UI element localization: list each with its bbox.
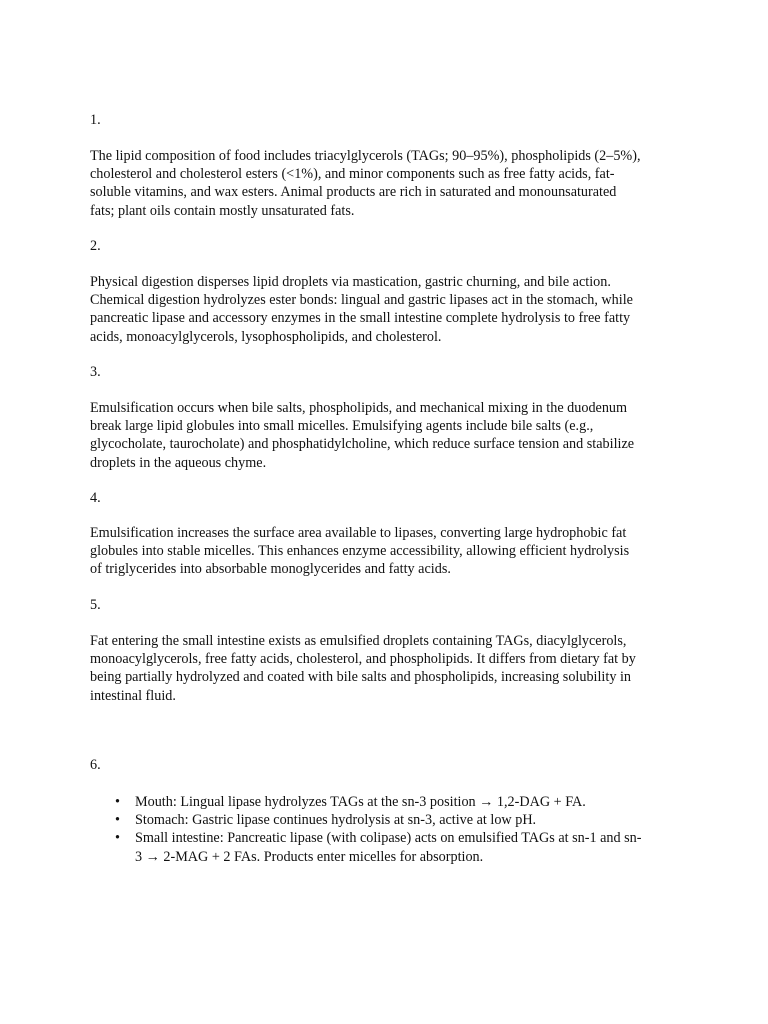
section-number-4: 4. [90, 490, 101, 506]
section-paragraph-4 [90, 524, 678, 579]
text-line: The lipid composition of food includes triacylglycerols (TAGs; 90–95%), phospholipids (2–5%), [90, 148, 641, 164]
text-line: acids, monoacylglycerols, lysophospholipids, and cholesterol. [90, 328, 442, 345]
bullet-icon: • [115, 812, 120, 829]
list-item [90, 793, 690, 811]
section-number-3: 3. [90, 364, 101, 380]
text-line: Emulsification occurs when bile salts, phospholipids, and mechanical mixing in the duodenum [90, 400, 628, 416]
text-line: globules into stable micelles. This enhances enzyme accessibility, allowing efficient hydrolysis [90, 543, 630, 560]
text-line: Emulsification increases the surface area available to lipases, converting large hydrophobic fat [90, 525, 627, 541]
text-line: Chemical digestion hydrolyzes ester bonds: lingual and gastric lipases act in the stomach, while [90, 292, 633, 309]
bullet-list [90, 793, 690, 866]
text-line: monoacylglycerols, free fatty acids, cholesterol, and phospholipids. It differs from dietary fat by [90, 651, 636, 668]
text-line: 3 → 2-MAG + 2 FAs. Products enter micelles for absorption. [135, 848, 484, 865]
section-paragraph-3 [90, 399, 678, 472]
text-line: Small intestine: Pancreatic lipase (with colipase) acts on emulsified TAGs at sn-1 and sn- [135, 830, 642, 847]
text-line: pancreatic lipase and accessory enzymes in the small intestine complete hydrolysis to free fatty [90, 310, 631, 327]
section-number-5: 5. [90, 597, 101, 613]
text-line: Stomach: Gastric lipase continues hydrolysis at sn-3, active at low pH. [135, 812, 537, 829]
text-line: fats; plant oils contain mostly unsaturated fats. [90, 202, 355, 219]
section-paragraph-5 [90, 632, 678, 705]
list-item [90, 829, 690, 865]
section-paragraph-1 [90, 147, 678, 220]
text-line: glycocholate, taurocholate) and phosphatidylcholine, which reduce surface tension and stabilize [90, 436, 635, 453]
text-line: break large lipid globules into small micelles. Emulsifying agents include bile salts (e.g., [90, 418, 594, 435]
text-line: of triglycerides into absorbable monoglycerides and fatty acids. [90, 561, 451, 578]
text-line: Mouth: Lingual lipase hydrolyzes TAGs at the sn-3 position → 1,2-DAG + FA. [135, 794, 586, 810]
section-number-2: 2. [90, 238, 101, 254]
bullet-icon: • [115, 830, 120, 847]
text-line: being partially hydrolyzed and coated with bile salts and phospholipids, increasing solubility in [90, 669, 631, 686]
bullet-icon: • [115, 794, 120, 810]
text-line: Physical digestion disperses lipid droplets via mastication, gastric churning, and bile action. [90, 274, 611, 290]
text-line: intestinal fluid. [90, 687, 176, 704]
text-line: Fat entering the small intestine exists as emulsified droplets containing TAGs, diacylglycerols, [90, 633, 627, 649]
text-line: droplets in the aqueous chyme. [90, 454, 267, 471]
section-number-6: 6. [90, 757, 101, 773]
section-paragraph-2 [90, 273, 678, 346]
section-number-1: 1. [90, 112, 101, 128]
list-item [90, 811, 690, 829]
text-line: cholesterol and cholesterol esters (<1%), and minor components such as free fatty acids, fat- [90, 166, 615, 183]
text-line: soluble vitamins, and wax esters. Animal products are rich in saturated and monounsaturated [90, 184, 617, 201]
